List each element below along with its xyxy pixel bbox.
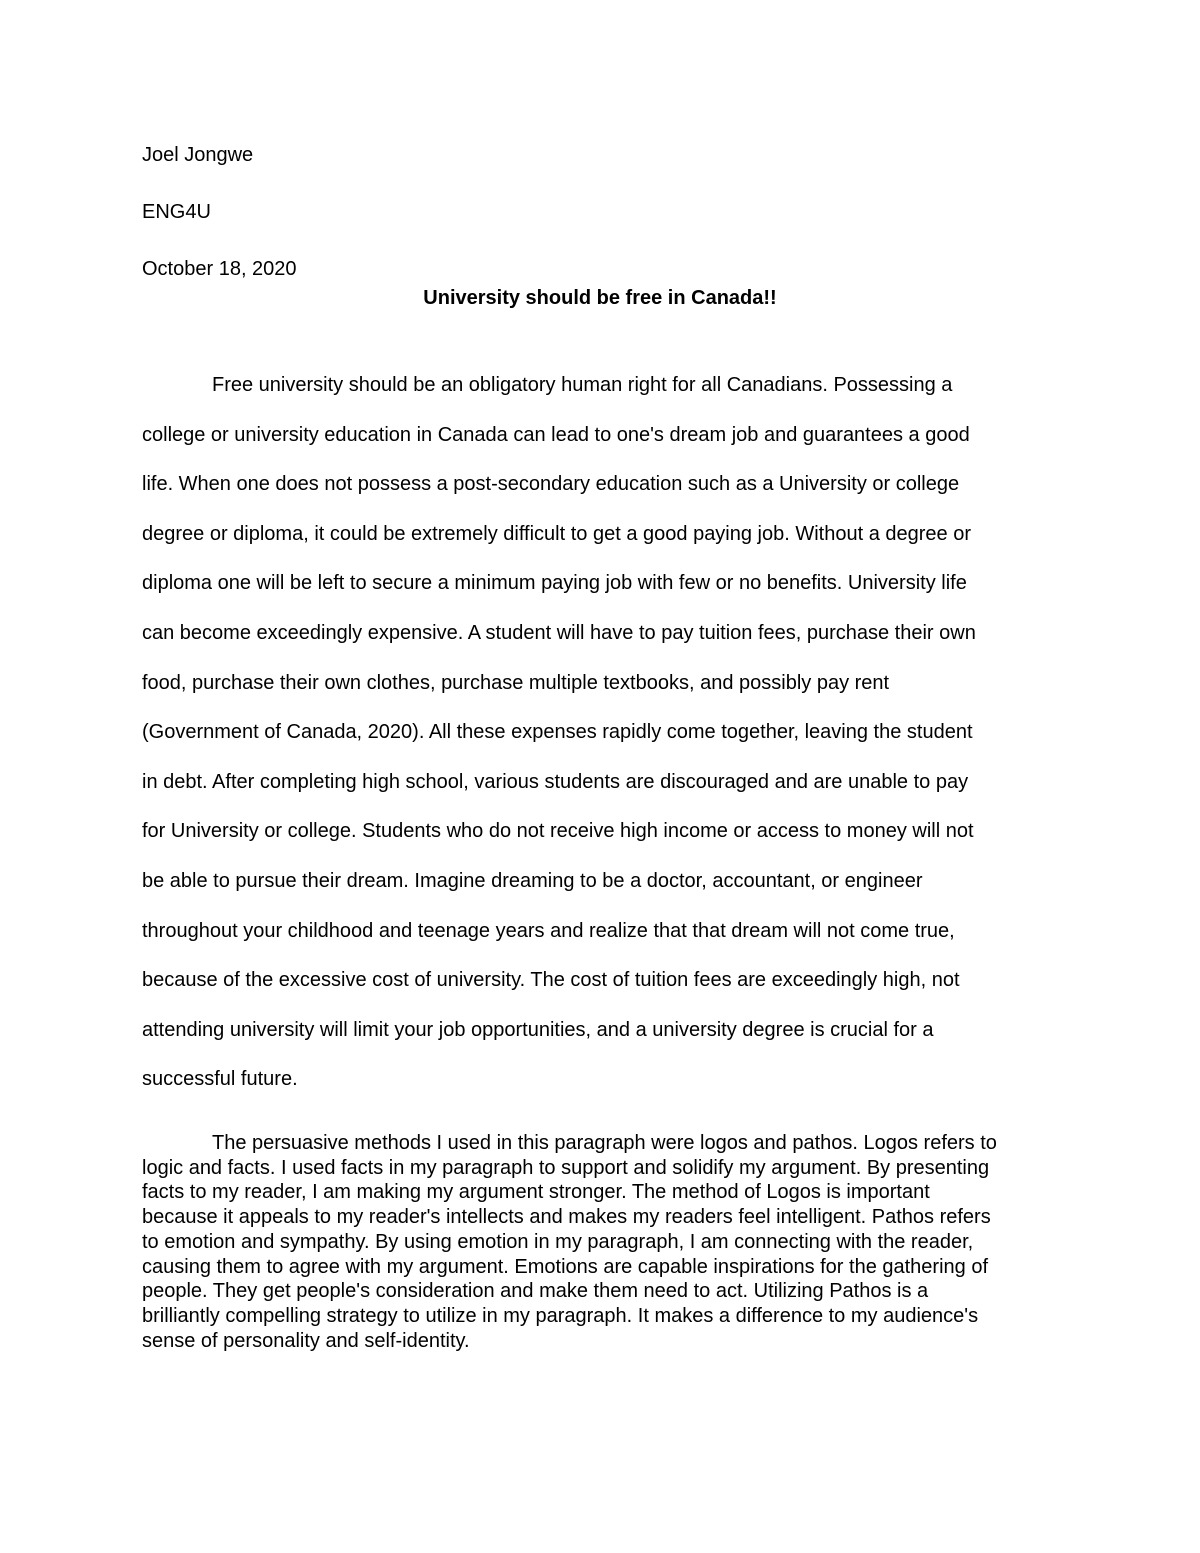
essay-line: successful future. xyxy=(142,1068,298,1091)
essay-line: in debt. After completing high school, various students are discouraged and are unable to pay xyxy=(142,770,969,793)
reflection-line: people. They get people's consideration and make them need to act. Utilizing Pathos is a xyxy=(142,1280,929,1303)
reflection-line: because it appeals to my reader's intellects and makes my readers feel intelligent. Pathos refers xyxy=(142,1206,991,1229)
reflection-line: causing them to agree with my argument. Emotions are capable inspirations for the gathering of xyxy=(142,1255,989,1278)
essay-line: because of the excessive cost of university. The cost of tuition fees are exceedingly high, not xyxy=(142,969,960,992)
reflection-line: facts to my reader, I am making my argument stronger. The method of Logos is important xyxy=(142,1181,930,1204)
reflection-line: to emotion and sympathy. By using emotion in my paragraph, I am connecting with the reader, xyxy=(142,1230,974,1253)
essay-line: food, purchase their own clothes, purchase multiple textbooks, and possibly pay rent xyxy=(142,671,890,694)
reflection-paragraph xyxy=(142,1131,1072,1353)
essay-title: University should be free in Canada!! xyxy=(423,287,777,309)
essay-line: can become exceedingly expensive. A student will have to pay tuition fees, purchase their own xyxy=(142,621,976,644)
essay-line: throughout your childhood and teenage years and realize that that dream will not come true, xyxy=(142,919,955,942)
essay-line: (Government of Canada, 2020). All these expenses rapidly come together, leaving the student xyxy=(142,721,973,744)
author-name: Joel Jongwe xyxy=(142,144,254,166)
essay-line: degree or diploma, it could be extremely difficult to get a good paying job. Without a degree or xyxy=(142,522,972,545)
essay-line: for University or college. Students who do not receive high income or access to money will not xyxy=(142,820,974,843)
reflection-line: brilliantly compelling strategy to utilize in my paragraph. It makes a difference to my audience's xyxy=(142,1304,979,1327)
reflection-line: sense of personality and self-identity. xyxy=(142,1329,470,1352)
essay-line: diploma one will be left to secure a minimum paying job with few or no benefits. University life xyxy=(142,572,967,595)
essay-date: October 18, 2020 xyxy=(142,258,297,280)
essay-line: college or university education in Canada can lead to one's dream job and guarantees a good xyxy=(142,423,970,446)
essay-line: be able to pursue their dream. Imagine dreaming to be a doctor, accountant, or engineer xyxy=(142,869,923,892)
reflection-line: The persuasive methods I used in this paragraph were logos and pathos. Logos refers to xyxy=(212,1132,997,1154)
essay-line: life. When one does not possess a post-secondary education such as a University or college xyxy=(142,473,960,496)
course-code: ENG4U xyxy=(142,201,211,223)
essay-paragraph xyxy=(142,361,1062,1105)
essay-line: Free university should be an obligatory human right for all Canadians. Possessing a xyxy=(212,374,953,396)
essay-line: attending university will limit your job opportunities, and a university degree is crucial for a xyxy=(142,1018,934,1041)
reflection-line: logic and facts. I used facts in my paragraph to support and solidify my argument. By presenting xyxy=(142,1156,990,1179)
